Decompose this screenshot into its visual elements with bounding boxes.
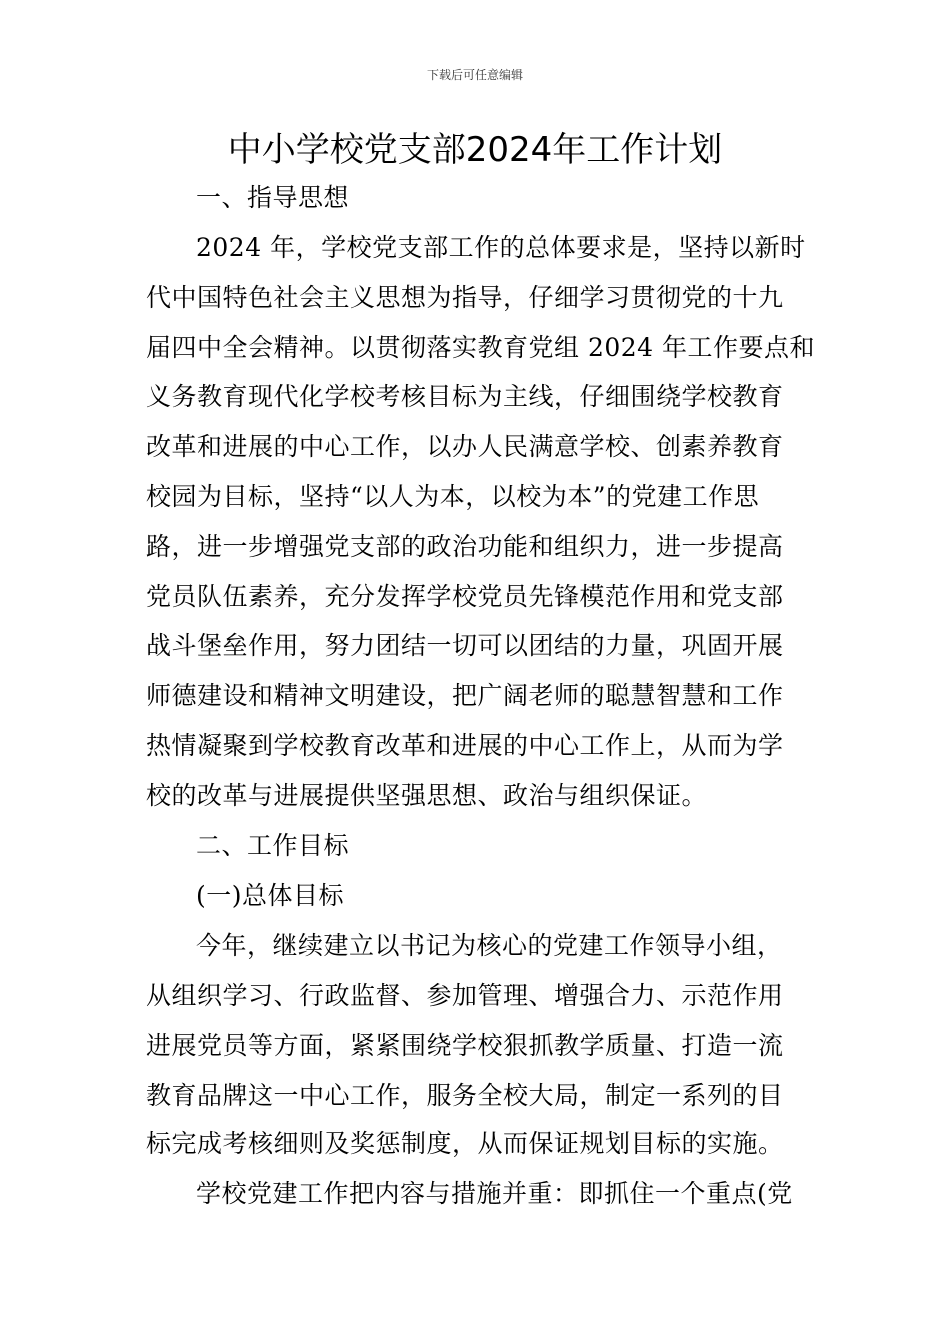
paragraph-line: 改革和进展的中心工作，以办人民满意学校、创素养教育: [146, 432, 784, 461]
paragraph-line: 党员队伍素养，充分发挥学校党员先锋模范作用和党支部: [146, 582, 784, 611]
paragraph-line: 从组织学习、行政监督、参加管理、增强合力、示范作用: [146, 981, 784, 1010]
paragraph-line: 校的改革与进展提供坚强思想、政治与组织保证。: [146, 781, 708, 810]
paragraph-line: 热情凝聚到学校教育改革和进展的中心工作上，从而为学: [146, 731, 784, 760]
page-title: 中小学校党支部2024年工作计划: [227, 130, 723, 170]
section-heading-work-goals: 二、工作目标: [196, 831, 350, 860]
paragraph-line: 标完成考核细则及奖惩制度，从而保证规划目标的实施。: [146, 1129, 784, 1158]
paragraph-line: 教育品牌这一中心工作，服务全校大局，制定一系列的目: [146, 1081, 784, 1110]
subsection-heading-overall-goal: (一)总体目标: [196, 881, 345, 910]
paragraph-line: 代中国特色社会主义思想为指导，仔细学习贯彻党的十九: [146, 283, 784, 312]
paragraph-line: 届四中全会精神。以贯彻落实教育党组 2024 年工作要点和: [146, 333, 816, 362]
paragraph-line: 今年，继续建立以书记为核心的党建工作领导小组，: [196, 931, 783, 960]
paragraph-line: 义务教育现代化学校考核目标为主线，仔细围绕学校教育: [146, 382, 784, 411]
paragraph-line: 师德建设和精神文明建设，把广阔老师的聪慧智慧和工作: [146, 681, 784, 710]
section-heading-guiding-thought: 一、指导思想: [196, 183, 350, 212]
paragraph-line: 学校党建工作把内容与措施并重：即抓住一个重点(党: [196, 1179, 793, 1208]
paragraph-line: 路，进一步增强党支部的政治功能和组织力，进一步提高: [146, 532, 784, 561]
paragraph-line: 战斗堡垒作用，努力团结一切可以团结的力量，巩固开展: [146, 631, 784, 660]
paragraph-line: 进展党员等方面，紧紧围绕学校狠抓教学质量、打造一流: [146, 1031, 784, 1060]
header-note: 下载后可任意编辑: [426, 68, 523, 82]
paragraph-line: 校园为目标，坚持“以人为本，以校为本”的党建工作思: [146, 482, 760, 511]
paragraph-line: 2024 年，学校党支部工作的总体要求是，坚持以新时: [196, 233, 806, 262]
